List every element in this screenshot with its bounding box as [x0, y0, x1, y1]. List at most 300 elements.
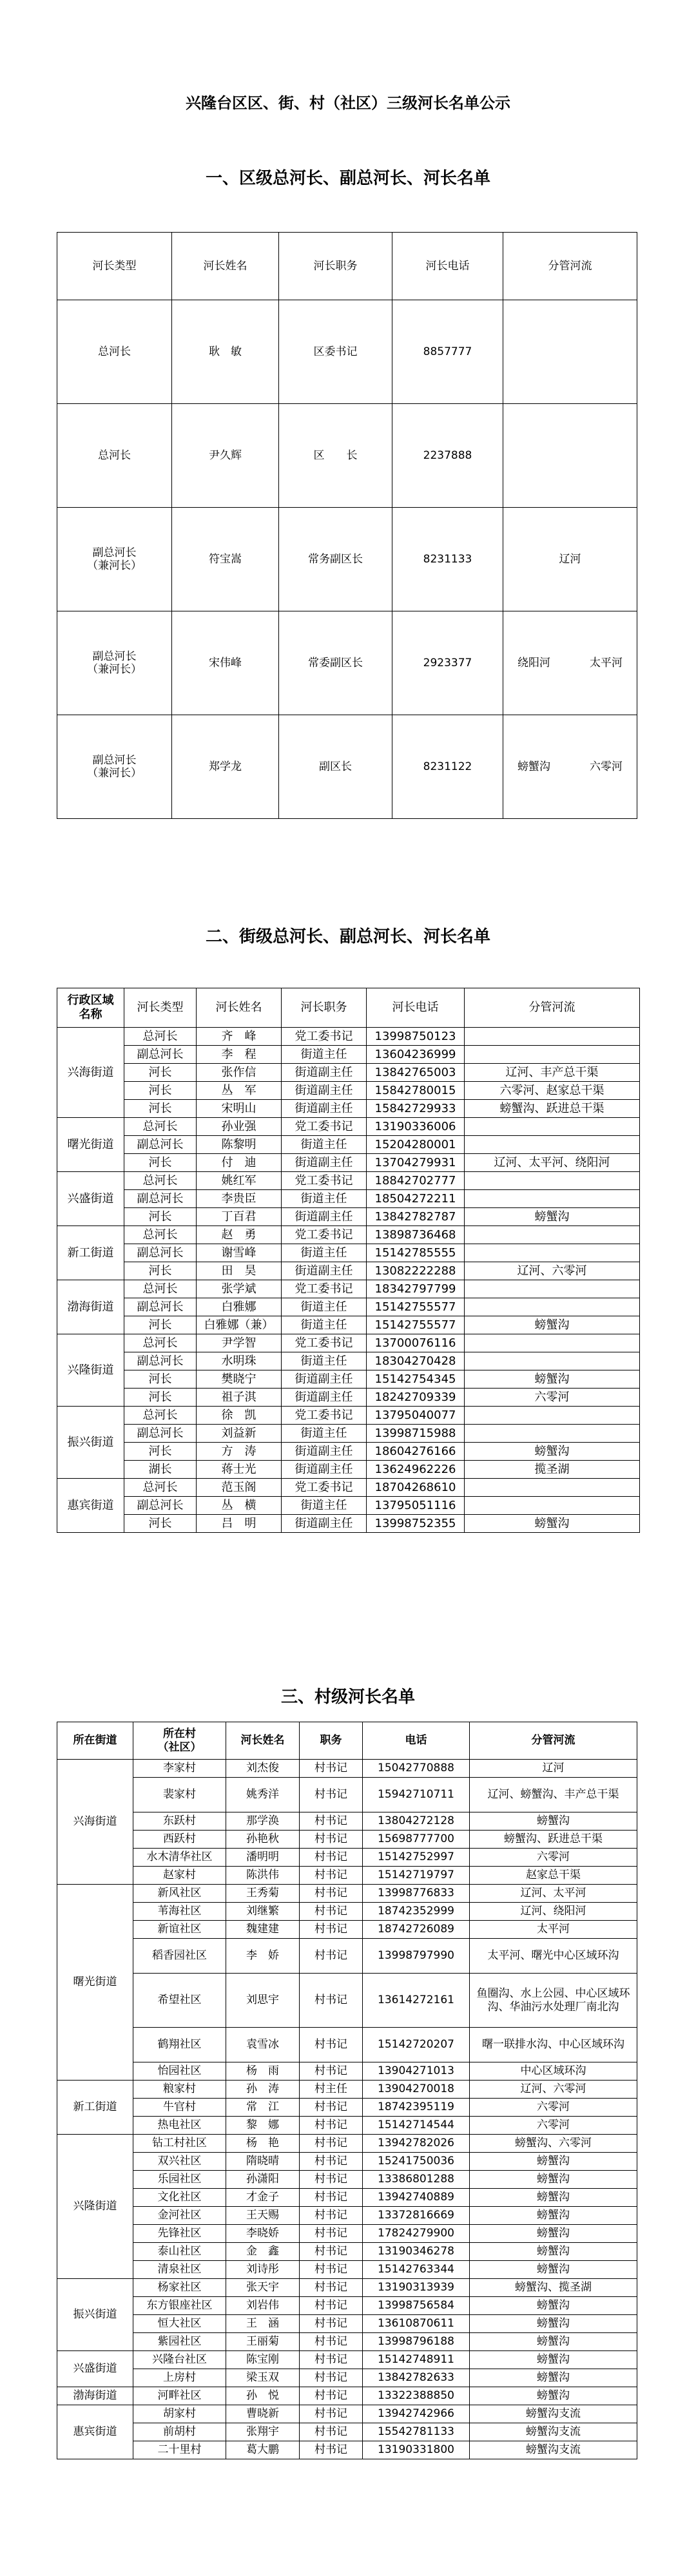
- chief-name-cell: 杨 雨: [226, 2062, 300, 2081]
- phone-cell: 13804272128: [363, 1812, 470, 1831]
- village-cell: 文化社区: [133, 2189, 226, 2207]
- region-cell: 渤海街道: [57, 1280, 124, 1334]
- position-cell: 村书记: [300, 2423, 363, 2441]
- rivers-cell: 螃蟹沟: [470, 2189, 637, 2207]
- table-row: [57, 1226, 640, 1244]
- chief-name-cell: 樊晓宁: [197, 1370, 282, 1389]
- chief-name-cell: 蒋士光: [197, 1461, 282, 1479]
- chief-phone-cell: 13624962226: [367, 1461, 465, 1479]
- chief-name-cell: 齐 峰: [197, 1028, 282, 1046]
- chief-type-cell: 河长: [124, 1370, 197, 1389]
- chief-name-cell: 孙 悦: [226, 2387, 300, 2405]
- position-cell: 村书记: [300, 1903, 363, 1921]
- table-header-row: [57, 1722, 637, 1760]
- chief-phone-cell: 18704268610: [367, 1479, 465, 1497]
- table-row: [57, 1118, 640, 1136]
- position-cell: 村书记: [300, 2099, 363, 2117]
- chief-name-cell: 尹学智: [197, 1334, 282, 1352]
- chief-type-cell: 副总河长: [124, 1136, 197, 1154]
- section3-heading: 三、村级河长名单: [280, 1687, 415, 1707]
- chief-phone-cell: 13898736468: [367, 1226, 465, 1244]
- rivers-cell: 螃蟹沟、六零河: [470, 2135, 637, 2153]
- chief-type-cell: 总河长: [124, 1118, 197, 1136]
- rivers-cell: 螃蟹沟: [470, 2387, 637, 2405]
- table-row: [57, 1208, 640, 1226]
- phone-cell: 18742352999: [363, 1903, 470, 1921]
- rivers-list: [505, 553, 635, 566]
- chief-name-cell: 王秀菊: [226, 1885, 300, 1903]
- chief-position-cell: 党工委书记: [282, 1118, 367, 1136]
- chief-type-cell: 总河长: [124, 1479, 197, 1497]
- chief-type-cell: 总河长: [124, 1280, 197, 1298]
- position-cell: 村书记: [300, 1831, 363, 1849]
- region-cell: 新工街道: [57, 1226, 124, 1280]
- table-row: [57, 2351, 637, 2369]
- table-row: [57, 1370, 640, 1389]
- chief-type-cell: 河长: [124, 1082, 197, 1100]
- table-row: [57, 1461, 640, 1479]
- phone-cell: 15542781133: [363, 2423, 470, 2441]
- table-row: [57, 1316, 640, 1334]
- table-row: [57, 1974, 637, 2028]
- chief-name-cell: 曹晓新: [226, 2405, 300, 2423]
- chief-phone-cell: 13190336006: [367, 1118, 465, 1136]
- chief-type-cell: 河长: [124, 1443, 197, 1461]
- chief-type-cell: 副总河长 （兼河长）: [57, 611, 172, 715]
- chief-type-cell: 副总河长: [124, 1244, 197, 1262]
- village-cell: 赵家村: [133, 1867, 226, 1885]
- table-row: [57, 1867, 637, 1885]
- rivers-cell: 螃蟹沟: [470, 2153, 637, 2171]
- village-river-chief-table: [57, 1722, 637, 2459]
- chief-position-cell: 街道副主任: [282, 1208, 367, 1226]
- chief-phone-cell: 8857777: [392, 300, 503, 404]
- rivers-cell: 螃蟹沟支流: [470, 2423, 637, 2441]
- village-cell: 李家村: [133, 1760, 226, 1778]
- chief-type-cell: 副总河长 （兼河长）: [57, 508, 172, 611]
- village-cell: 先锋社区: [133, 2225, 226, 2243]
- village-cell: 钻工村社区: [133, 2135, 226, 2153]
- village-cell: 金河社区: [133, 2207, 226, 2225]
- table-row: [57, 1100, 640, 1118]
- position-cell: 村书记: [300, 1812, 363, 1831]
- chief-name-cell: 黎 娜: [226, 2117, 300, 2135]
- table-row: [57, 1136, 640, 1154]
- phone-cell: 18742726089: [363, 1921, 470, 1939]
- chief-name-cell: 田 昊: [197, 1262, 282, 1280]
- rivers-cell: 鱼圈沟、水上公园、中心区域环沟、华油污水处理厂南北沟: [470, 1974, 637, 2028]
- phone-cell: 18742395119: [363, 2099, 470, 2117]
- village-cell: 牛官村: [133, 2099, 226, 2117]
- chief-position-cell: 街道主任: [282, 1136, 367, 1154]
- table-row: [57, 1515, 640, 1533]
- village-cell: 新谊社区: [133, 1921, 226, 1939]
- rivers-cell: [503, 404, 637, 508]
- chief-phone-cell: 2923377: [392, 611, 503, 715]
- rivers-cell: [465, 1407, 640, 1425]
- phone-cell: 13372816669: [363, 2207, 470, 2225]
- rivers-cell: 螃蟹沟、揽圣湖: [470, 2279, 637, 2297]
- table-row: [57, 2062, 637, 2081]
- chief-position-cell: 街道主任: [282, 1046, 367, 1064]
- rivers-cell: [465, 1497, 640, 1515]
- position-cell: 村书记: [300, 1849, 363, 1867]
- rivers-cell: 螃蟹沟: [470, 2351, 637, 2369]
- position-cell: 村书记: [300, 2189, 363, 2207]
- chief-position-cell: 街道主任: [282, 1316, 367, 1334]
- region-cell: 惠宾街道: [57, 1479, 124, 1533]
- rivers-cell: 辽河、六零河: [470, 2081, 637, 2099]
- chief-position-cell: 街道副主任: [282, 1461, 367, 1479]
- position-cell: 村书记: [300, 2243, 363, 2261]
- rivers-cell: 太平河: [470, 1921, 637, 1939]
- rivers-cell: 螃蟹沟: [465, 1370, 640, 1389]
- rivers-cell: 螃蟹沟: [470, 2207, 637, 2225]
- phone-cell: 13942740889: [363, 2189, 470, 2207]
- street-cell: 振兴街道: [57, 2279, 133, 2351]
- chief-phone-cell: 2237888: [392, 404, 503, 508]
- table-row: [57, 1903, 637, 1921]
- table-row: [57, 404, 637, 508]
- village-cell: 胡家村: [133, 2405, 226, 2423]
- rivers-cell: 六零河: [470, 2099, 637, 2117]
- village-cell: 泰山社区: [133, 2243, 226, 2261]
- header-cell: 河长电话: [392, 233, 503, 300]
- chief-name-cell: 张作信: [197, 1064, 282, 1082]
- chief-name-cell: 杨 艳: [226, 2135, 300, 2153]
- table-row: [57, 1812, 637, 1831]
- table-row: [57, 2099, 637, 2117]
- phone-cell: 13998796188: [363, 2333, 470, 2351]
- table-row: [57, 2423, 637, 2441]
- phone-cell: 13942782026: [363, 2135, 470, 2153]
- header-cell: 所在村 （社区）: [133, 1722, 226, 1760]
- chief-position-cell: 街道副主任: [282, 1064, 367, 1082]
- table-row: [57, 1497, 640, 1515]
- table-row: [57, 2441, 637, 2459]
- chief-name-cell: 吕 明: [197, 1515, 282, 1533]
- table-row: [57, 2189, 637, 2207]
- table-row: [57, 1280, 640, 1298]
- chief-phone-cell: 13795051116: [367, 1497, 465, 1515]
- position-cell: 村书记: [300, 1939, 363, 1974]
- rivers-cell: 赵家总干渠: [470, 1867, 637, 1885]
- table-row: [57, 2333, 637, 2351]
- table-row: [57, 2171, 637, 2189]
- position-cell: 村书记: [300, 1921, 363, 1939]
- table-row: [57, 1298, 640, 1316]
- chief-type-cell: 副总河长: [124, 1425, 197, 1443]
- table-row: [57, 1028, 640, 1046]
- chief-name-cell: 王天赐: [226, 2207, 300, 2225]
- river-name: 螃蟹沟: [517, 760, 550, 773]
- chief-type-cell: 副总河长: [124, 1046, 197, 1064]
- table-row: [57, 2261, 637, 2279]
- phone-cell: 13998797990: [363, 1939, 470, 1974]
- rivers-cell: 螃蟹沟: [470, 2243, 637, 2261]
- village-cell: 水木清华社区: [133, 1849, 226, 1867]
- rivers-cell: [465, 1172, 640, 1190]
- chief-name-cell: 李晓娇: [226, 2225, 300, 2243]
- chief-position-cell: 常务副区长: [279, 508, 392, 611]
- rivers-cell: 螃蟹沟: [470, 2333, 637, 2351]
- rivers-cell: 揽圣湖: [465, 1461, 640, 1479]
- village-cell: 新风社区: [133, 1885, 226, 1903]
- chief-phone-cell: 15842729933: [367, 1100, 465, 1118]
- chief-position-cell: 街道主任: [282, 1497, 367, 1515]
- river-name: 太平河: [590, 656, 623, 669]
- chief-name-cell: 李贵臣: [197, 1190, 282, 1208]
- chief-type-cell: 河长: [124, 1154, 197, 1172]
- table-row: [57, 1849, 637, 1867]
- phone-cell: 13610870611: [363, 2315, 470, 2333]
- chief-name-cell: 姚红军: [197, 1172, 282, 1190]
- table-row: [57, 2028, 637, 2062]
- river-name: 六零河: [590, 760, 623, 773]
- position-cell: 村书记: [300, 2441, 363, 2459]
- header-cell: 河长类型: [124, 988, 197, 1028]
- chief-position-cell: 副区长: [279, 715, 392, 819]
- chief-position-cell: 党工委书记: [282, 1172, 367, 1190]
- chief-name-cell: 孙 涛: [226, 2081, 300, 2099]
- table-row: [57, 1064, 640, 1082]
- phone-cell: 17824279900: [363, 2225, 470, 2243]
- header-cell: 电话: [363, 1722, 470, 1760]
- position-cell: 村书记: [300, 2225, 363, 2243]
- chief-position-cell: 党工委书记: [282, 1407, 367, 1425]
- phone-cell: 15142748911: [363, 2351, 470, 2369]
- section1-heading: 一、区级总河长、副总河长、河长名单: [205, 169, 490, 188]
- region-cell: 振兴街道: [57, 1407, 124, 1479]
- chief-name-cell: 金 鑫: [226, 2243, 300, 2261]
- rivers-cell: 六零河: [470, 2117, 637, 2135]
- chief-name-cell: 徐 凯: [197, 1407, 282, 1425]
- chief-position-cell: 街道主任: [282, 1425, 367, 1443]
- village-cell: 紫园社区: [133, 2333, 226, 2351]
- rivers-cell: [503, 300, 637, 404]
- village-cell: 杨家社区: [133, 2279, 226, 2297]
- chief-position-cell: 街道副主任: [282, 1389, 367, 1407]
- header-cell: 河长姓名: [197, 988, 282, 1028]
- village-cell: 苇海社区: [133, 1903, 226, 1921]
- chief-name-cell: 刘思宇: [226, 1974, 300, 2028]
- phone-cell: 13904270018: [363, 2081, 470, 2099]
- chief-phone-cell: 13998715988: [367, 1425, 465, 1443]
- chief-type-cell: 湖长: [124, 1461, 197, 1479]
- table-row: [57, 2315, 637, 2333]
- table-row: [57, 2207, 637, 2225]
- street-cell: 惠宾街道: [57, 2405, 133, 2459]
- chief-phone-cell: 18842702777: [367, 1172, 465, 1190]
- phone-cell: 15241750036: [363, 2153, 470, 2171]
- phone-cell: 13386801288: [363, 2171, 470, 2189]
- header-cell: 河长姓名: [172, 233, 279, 300]
- chief-phone-cell: 15204280001: [367, 1136, 465, 1154]
- rivers-cell: 辽河、绕阳河: [470, 1903, 637, 1921]
- village-cell: 二十里村: [133, 2441, 226, 2459]
- village-cell: 裴家村: [133, 1778, 226, 1812]
- chief-position-cell: 区委书记: [279, 300, 392, 404]
- chief-name-cell: 陈洪伟: [226, 1867, 300, 1885]
- chief-name-cell: 王丽菊: [226, 2333, 300, 2351]
- village-cell: 河畔社区: [133, 2387, 226, 2405]
- table-row: [57, 2153, 637, 2171]
- chief-name-cell: 祖子淇: [197, 1389, 282, 1407]
- region-cell: 兴隆街道: [57, 1334, 124, 1407]
- header-cell: 河长姓名: [226, 1722, 300, 1760]
- rivers-cell: 辽河、六零河: [465, 1262, 640, 1280]
- table-header-row: [57, 233, 637, 300]
- table-row: [57, 1479, 640, 1497]
- phone-cell: 13190331800: [363, 2441, 470, 2459]
- rivers-cell: [465, 1028, 640, 1046]
- position-cell: 村书记: [300, 2333, 363, 2351]
- rivers-cell: 螃蟹沟: [465, 1515, 640, 1533]
- position-cell: 村书记: [300, 2369, 363, 2387]
- table-row: [57, 1921, 637, 1939]
- chief-phone-cell: 18242709339: [367, 1389, 465, 1407]
- chief-name-cell: 白雅娜（兼）: [197, 1316, 282, 1334]
- chief-phone-cell: 13842765003: [367, 1064, 465, 1082]
- table-row: [57, 1262, 640, 1280]
- chief-name-cell: 宋明山: [197, 1100, 282, 1118]
- region-cell: 曙光街道: [57, 1118, 124, 1172]
- village-cell: 稻香园社区: [133, 1939, 226, 1974]
- chief-name-cell: 才金子: [226, 2189, 300, 2207]
- table-row: [57, 2369, 637, 2387]
- header-cell: 河长职务: [282, 988, 367, 1028]
- chief-name-cell: 隋晓晴: [226, 2153, 300, 2171]
- header-cell: 分管河流: [470, 1722, 637, 1760]
- rivers-cell: 辽河、太平河: [470, 1885, 637, 1903]
- phone-cell: 15942710711: [363, 1778, 470, 1812]
- table-row: [57, 2135, 637, 2153]
- chief-phone-cell: 15842780015: [367, 1082, 465, 1100]
- chief-name-cell: 王 涵: [226, 2315, 300, 2333]
- table-row: [57, 2225, 637, 2243]
- chief-phone-cell: 15142755577: [367, 1298, 465, 1316]
- chief-type-cell: 河长: [124, 1316, 197, 1334]
- chief-position-cell: 街道副主任: [282, 1262, 367, 1280]
- chief-phone-cell: 13998750123: [367, 1028, 465, 1046]
- rivers-cell: [465, 1425, 640, 1443]
- rivers-cell: 螃蟹沟: [470, 2369, 637, 2387]
- street-cell: 兴盛街道: [57, 2351, 133, 2387]
- village-cell: 清泉社区: [133, 2261, 226, 2279]
- chief-phone-cell: 18604276166: [367, 1443, 465, 1461]
- chief-type-cell: 总河长: [57, 404, 172, 508]
- chief-phone-cell: 13998752355: [367, 1515, 465, 1533]
- chief-type-cell: 副总河长: [124, 1298, 197, 1316]
- table-row: [57, 300, 637, 404]
- rivers-cell: 螃蟹沟: [465, 1208, 640, 1226]
- rivers-cell: 六零河: [465, 1389, 640, 1407]
- chief-name-cell: 葛大鹏: [226, 2441, 300, 2459]
- rivers-cell: 螃蟹沟: [470, 2225, 637, 2243]
- chief-position-cell: 街道副主任: [282, 1154, 367, 1172]
- village-cell: 东跃村: [133, 1812, 226, 1831]
- table-row: [57, 1334, 640, 1352]
- table-row: [57, 1939, 637, 1974]
- phone-cell: 13614272161: [363, 1974, 470, 2028]
- chief-phone-cell: 15142754345: [367, 1370, 465, 1389]
- chief-phone-cell: 13842782787: [367, 1208, 465, 1226]
- village-cell: 上房村: [133, 2369, 226, 2387]
- header-cell: 河长职务: [279, 233, 392, 300]
- chief-type-cell: 副总河长: [124, 1497, 197, 1515]
- chief-name-cell: 赵 勇: [197, 1226, 282, 1244]
- phone-cell: 13904271013: [363, 2062, 470, 2081]
- phone-cell: 15142752997: [363, 1849, 470, 1867]
- rivers-cell: 太平河、曙光中心区域环沟: [470, 1939, 637, 1974]
- table-row: [57, 1046, 640, 1064]
- chief-phone-cell: 18504272211: [367, 1190, 465, 1208]
- rivers-cell: 螃蟹沟支流: [470, 2441, 637, 2459]
- chief-phone-cell: 13700076116: [367, 1334, 465, 1352]
- chief-name-cell: 魏建建: [226, 1921, 300, 1939]
- chief-phone-cell: 8231133: [392, 508, 503, 611]
- chief-type-cell: 总河长: [124, 1334, 197, 1352]
- table-row: [57, 2117, 637, 2135]
- header-cell: 河长类型: [57, 233, 172, 300]
- chief-phone-cell: 13082222288: [367, 1262, 465, 1280]
- chief-name-cell: 刘益新: [197, 1425, 282, 1443]
- village-cell: 希望社区: [133, 1974, 226, 2028]
- chief-type-cell: 副总河长: [124, 1190, 197, 1208]
- chief-type-cell: 河长: [124, 1262, 197, 1280]
- chief-name-cell: 刘诗彤: [226, 2261, 300, 2279]
- rivers-cell: [465, 1226, 640, 1244]
- table-row: [57, 2081, 637, 2099]
- phone-cell: 15698777700: [363, 1831, 470, 1849]
- chief-type-cell: 总河长: [124, 1407, 197, 1425]
- phone-cell: 13998776833: [363, 1885, 470, 1903]
- rivers-cell: [465, 1190, 640, 1208]
- table-row: [57, 2387, 637, 2405]
- chief-name-cell: 宋伟峰: [172, 611, 279, 715]
- street-cell: 渤海街道: [57, 2387, 133, 2405]
- position-cell: 村书记: [300, 2315, 363, 2333]
- chief-name-cell: 刘杰俊: [226, 1760, 300, 1778]
- rivers-cell: 螃蟹沟: [470, 2315, 637, 2333]
- table-row: [57, 611, 637, 715]
- rivers-cell: [465, 1352, 640, 1370]
- rivers-cell: [465, 1136, 640, 1154]
- chief-position-cell: 街道主任: [282, 1352, 367, 1370]
- chief-name-cell: 孙潇阳: [226, 2171, 300, 2189]
- position-cell: 村书记: [300, 2153, 363, 2171]
- table-row: [57, 2405, 637, 2423]
- chief-phone-cell: 15142785555: [367, 1244, 465, 1262]
- rivers-cell: 辽河、丰产总干渠: [465, 1064, 640, 1082]
- phone-cell: 13190313939: [363, 2279, 470, 2297]
- phone-cell: 15142719797: [363, 1867, 470, 1885]
- village-cell: 鹤翔社区: [133, 2028, 226, 2062]
- chief-name-cell: 尹久辉: [172, 404, 279, 508]
- rivers-cell: 曙一联排水沟、中心区域环沟: [470, 2028, 637, 2062]
- header-cell: 河长电话: [367, 988, 465, 1028]
- village-cell: 兴隆台社区: [133, 2351, 226, 2369]
- chief-name-cell: 张翔宇: [226, 2423, 300, 2441]
- village-cell: 东方银座社区: [133, 2297, 226, 2315]
- position-cell: 村主任: [300, 2081, 363, 2099]
- chief-position-cell: 党工委书记: [282, 1280, 367, 1298]
- table-row: [57, 1190, 640, 1208]
- position-cell: 村书记: [300, 1885, 363, 1903]
- rivers-cell: [503, 715, 637, 819]
- chief-phone-cell: 13604236999: [367, 1046, 465, 1064]
- chief-position-cell: 党工委书记: [282, 1028, 367, 1046]
